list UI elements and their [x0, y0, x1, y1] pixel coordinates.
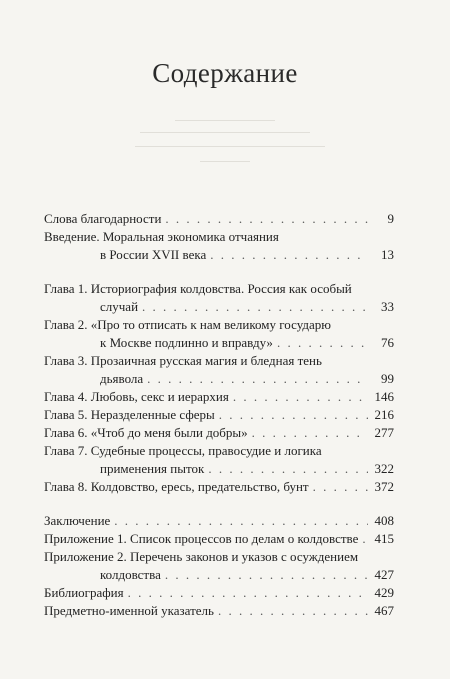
toc-page-number: 277: [374, 425, 394, 440]
toc-entry-title: Глава 2. «Про то отписать к нам великому государю: [44, 317, 331, 332]
dot-leader: [252, 424, 368, 442]
toc-entry[interactable]: [44, 512, 394, 530]
toc-entry-row: [44, 388, 394, 406]
dot-leader: [208, 460, 368, 478]
toc-entry-title: дьявола: [100, 371, 144, 386]
toc-entry[interactable]: [44, 584, 394, 602]
toc-entry[interactable]: [44, 602, 394, 620]
toc-entry[interactable]: [44, 530, 394, 548]
toc-entry[interactable]: [44, 388, 394, 406]
toc-entry-row: [44, 602, 394, 620]
toc-entry-row: [44, 424, 394, 442]
dot-leader: [142, 298, 368, 316]
toc-entry-row: [44, 298, 394, 316]
bleed-through-line: [200, 161, 250, 162]
dot-leader: [218, 602, 368, 620]
dot-leader: [147, 370, 368, 388]
toc-page-number: 33: [381, 299, 394, 314]
toc-page-number: 427: [374, 567, 394, 582]
bleed-through-line: [175, 120, 275, 121]
toc-entry-title: Глава 8. Колдовство, ересь, предательство, бунт: [44, 479, 309, 494]
section-gap: [44, 496, 394, 512]
toc-entry-title: Глава 1. Историография колдовства. Россия как особый: [44, 281, 352, 296]
toc-entry[interactable]: [44, 424, 394, 442]
toc-page-number: 467: [374, 603, 394, 618]
toc-entry-title: к Москве подлинно и вправду»: [100, 335, 273, 350]
bleed-through-line: [140, 132, 310, 133]
dot-leader: [277, 334, 368, 352]
toc-entry-title: Введение. Моральная экономика отчаяния: [44, 229, 279, 244]
toc-page-number: 372: [374, 479, 394, 494]
toc-entry-row: [44, 530, 394, 548]
page-title: Содержание: [152, 58, 298, 88]
toc-entry-title: в России XVII века: [100, 247, 207, 262]
toc-page-number: 99: [381, 371, 394, 386]
dot-leader: [233, 388, 368, 406]
toc-entry[interactable]: [44, 478, 394, 496]
section-gap: [44, 264, 394, 280]
toc-entry-title: Глава 3. Прозаичная русская магия и бледная тень: [44, 353, 322, 368]
dot-leader: [128, 584, 368, 602]
toc-page-number: 216: [374, 407, 394, 422]
dot-leader: [219, 406, 368, 424]
toc-entry-row: [44, 210, 394, 228]
toc-entry-row: [44, 512, 394, 530]
dot-leader: [114, 512, 368, 530]
dot-leader: [313, 478, 368, 496]
dot-leader: [362, 530, 368, 548]
toc-entry-title: Глава 4. Любовь, секс и иерархия: [44, 389, 229, 404]
toc-entry-row: [44, 406, 394, 424]
toc-page-number: 76: [381, 335, 394, 350]
toc-page-number: 146: [374, 389, 394, 404]
toc-entry-title: Предметно-именной указатель: [44, 603, 214, 618]
toc-entry[interactable]: [44, 352, 394, 388]
toc-entry[interactable]: [44, 228, 394, 264]
toc-entry-title: применения пыток: [100, 461, 205, 476]
toc-entry[interactable]: [44, 280, 394, 316]
toc-entry-title: Слова благодарности: [44, 211, 162, 226]
dot-leader: [165, 210, 368, 228]
toc-entry-row: [44, 460, 394, 478]
dot-leader: [165, 566, 368, 584]
toc-page-number: 415: [374, 531, 394, 546]
toc-page-number: 9: [387, 211, 394, 226]
toc-entry-title: Библиография: [44, 585, 124, 600]
toc-entry-row: [44, 566, 394, 584]
toc-page-number: 13: [381, 247, 394, 262]
toc-entry[interactable]: [44, 442, 394, 478]
toc-entry-title: случай: [100, 299, 139, 314]
toc-page-number: 408: [374, 513, 394, 528]
toc-entry-row: [44, 478, 394, 496]
toc-entry[interactable]: [44, 406, 394, 424]
toc-entry[interactable]: [44, 210, 394, 228]
toc-entry-title: Приложение 1. Список процессов по делам о колдовстве: [44, 531, 359, 546]
toc-entry-title: Глава 6. «Чтоб до меня были добры»: [44, 425, 248, 440]
toc-entry[interactable]: [44, 316, 394, 352]
toc-entry-title: Глава 5. Неразделенные сферы: [44, 407, 215, 422]
toc-entry-title: Глава 7. Судебные процессы, правосудие и логика: [44, 443, 322, 458]
toc-entry-row: [44, 370, 394, 388]
bleed-through-line: [135, 146, 325, 147]
toc-entry-row: [44, 584, 394, 602]
toc-entry-row: [44, 334, 394, 352]
toc-entry-row: [44, 246, 394, 264]
toc-entry[interactable]: [44, 548, 394, 584]
toc-page-number: 322: [374, 461, 394, 476]
toc-entry-title: колдовства: [100, 567, 161, 582]
toc-entry-title: Заключение: [44, 513, 111, 528]
dot-leader: [210, 246, 368, 264]
toc-page-number: 429: [374, 585, 394, 600]
toc-entry-title: Приложение 2. Перечень законов и указов с осуждением: [44, 549, 359, 564]
table-of-contents: [44, 210, 394, 620]
